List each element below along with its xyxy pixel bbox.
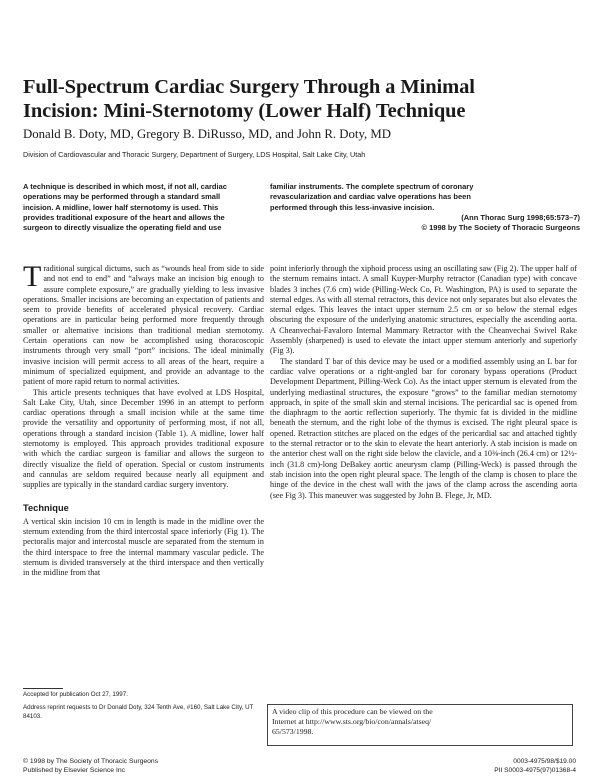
abstract-line: revascularization and cardiac valve operations has been [270, 192, 471, 202]
intro-paragraph-2: This article presents techniques that have evolved at LDS Hospital, Salt Lake City, Utah, since December 1996 in an attempt to perform cardiac operations through a small incision while at the same time provide the versatility and opportunity of performing most, if not all, operations through a standard incision (Table 1). A midline, lower half sternotomy is employed. This approach provides traditional exposure with which the cardiac surgeon is familiar and allows the surgeon to directly visualize the field of operation. Special or custom instruments and cannulas are seldom required because nearly all equipment and supplies are typically in the standard cardiac surgery inventory. [23, 387, 264, 490]
body-column-left [23, 260, 264, 579]
footer-pii: PII S0003-4975(97)01368-4 [494, 767, 576, 774]
video-notice-box [267, 704, 573, 746]
title-line-1: Full-Spectrum Cardiac Surgery Through a Minimal [23, 76, 475, 98]
abstract-line: provides traditional exposure of the heart and allows the [23, 212, 225, 222]
video-notice-line: A video clip of this procedure can be viewed on the [272, 707, 433, 716]
abstract-copyright: © 1998 by The Society of Thoracic Surgeons [421, 223, 580, 233]
video-notice-line: 65/573/1998. [272, 727, 314, 737]
technique-paragraph-1: A vertical skin incision 10 cm in length is made in the midline over the sternum extending from the third intercostal space inferiorly (Fig 1). The pectoralis major and intercostal muscle are separated from the sternum in the third interspace to free the internal mammary vascular pedicle. The sternum is divided transversely at the third interspace and then vertically in the midline from that [23, 516, 264, 578]
abstract-line: operations may be performed through a standard small [23, 192, 221, 202]
abstract-line: surgeon to directly visualize the operating field and use [23, 223, 222, 233]
footnote-divider [23, 688, 63, 689]
journal-citation: (Ann Thorac Surg 1998;65:573–7) [461, 212, 580, 222]
accepted-date: Accepted for publication Oct 27, 1997. [23, 691, 128, 698]
body-column-right [270, 264, 577, 501]
intro-paragraph-1 [23, 260, 264, 388]
abstract-line: familiar instruments. The complete spectrum of coronary [270, 182, 474, 191]
reprint-address: Address reprint requests to Dr Donald Doty, 324 Tenth Ave, #160, Salt Lake City, UT 84103. [23, 704, 254, 720]
video-notice-link[interactable]: Internet at http://www.sts.org/bio/con/annals/atseq/ [272, 717, 432, 727]
technique-paragraph-continued: point inferiorly through the xiphoid process using an oscillating saw (Fig 2). The upper half of the sternum remains intact. A small Kuyper-Murphy retractor (Canadian type) with concave blades 3 inches (7.6 cm) wide (Pilling-Weck Co, Ft. Washington, PA) is used to separate the sternal edges. As with all sternal retractors, this device not only separates but also elevates the sternal edges. This leaves the intact upper sternum 2.5 cm or so below the sternal edges obscuring the exposure of the underlying anatomic structures, especially the ascending aorta. A Cheanvechai-Favaloro Internal Mammary Retractor with the Cheanvechai Swivel Rake Assembly (sharpened) is used to elevate the intact upper sternum anteriorly and superiorly (Fig 3). [270, 264, 577, 356]
abstract-line: performed through this less-invasive incision. [270, 202, 435, 212]
footer-price-code: 0003-4975/98/$19.00 [513, 758, 576, 765]
footnotes [23, 690, 264, 721]
article-title [23, 75, 583, 123]
title-line-2: Incision: Mini-Sternotomy (Lower Half) Technique [23, 100, 466, 122]
footer-copyright: © 1998 by The Society of Thoracic Surgeons [23, 758, 159, 765]
abstract-line: A technique is described in which most, if not all, cardiac [23, 182, 227, 191]
technique-paragraph-2: The standard T bar of this device may be used or a modified assembly using an L bar for cardiac valve operations or a right-angled bar for coronary bypass operations (Product Development Department, Pilling-Weck Co). As the intact upper sternum is elevated from the underlying mediastinal structures, the exposure “grows” to the familiar median sternotomy approach, in spite of the small skin and sternal incisions. The pericardial sac is opened from the diaphragm to the aortic reflection superiorly. The thymic fat is divided in the midline beneath the sternum, and the right lobe of the thymus is excised. The right pleural space is opened. Retraction stitches are placed on the edges of the pericardial sac and attached tightly to the sternal retractor or to the skin to elevate the heart anteriorly. A stab incision is made on the anterior chest wall on the right side below the clavicle, and a 10⅜-inch (26.4 cm) or 12½-inch (31.8 cm)-long DeBakey aortic aneurysm clamp (Pilling-Weck) is passed through the stab incision into the open right pleural space. The length of the clamp is chosen to place the hinge of the device in the chest wall with the jaws of the clamp across the ascending aorta (see Fig 3). This maneuver was suggested by John B. Flege, Jr, MD. [270, 356, 577, 500]
footer-right [430, 757, 576, 775]
abstract-left [23, 182, 310, 233]
author-list: Donald B. Doty, MD, Gregory B. DiRusso, MD, and John R. Doty, MD [23, 127, 392, 141]
abstract-right [270, 182, 580, 233]
abstract-line: incision. A midline, lower half sternotomy is used. This [23, 202, 219, 212]
footer-publisher: Published by Elsevier Science Inc [23, 767, 126, 774]
drop-cap: T [23, 260, 42, 293]
affiliation: Division of Cardiovascular and Thoracic Surgery, Department of Surgery, LDS Hospital, Salt Lake City, Utah [23, 150, 366, 159]
footer-left [23, 757, 158, 775]
section-heading-technique: Technique [23, 502, 69, 513]
intro-paragraph-1-text: raditional surgical dictums, such as “wounds heal from side to side and not end to end” and “always make an incision big enough to assure complete exposure,” are gradually yielding to less invasive operations. Smaller incisions are becoming an expectation of patients and seem to provide benefits of accelerated physical recovery. Cardiac operations are in particular being performed more frequently through smaller or alternative incisions than traditional median sternotomy. Certain operations can now be accomplished using thoracoscopic instruments through very small “port” incisions. The ideal minimally invasive incision will permit access to all areas of the heart, require a minimum of specialized equipment, and provide an advantage to the patient of more rapid return to normal activities. [23, 264, 264, 387]
